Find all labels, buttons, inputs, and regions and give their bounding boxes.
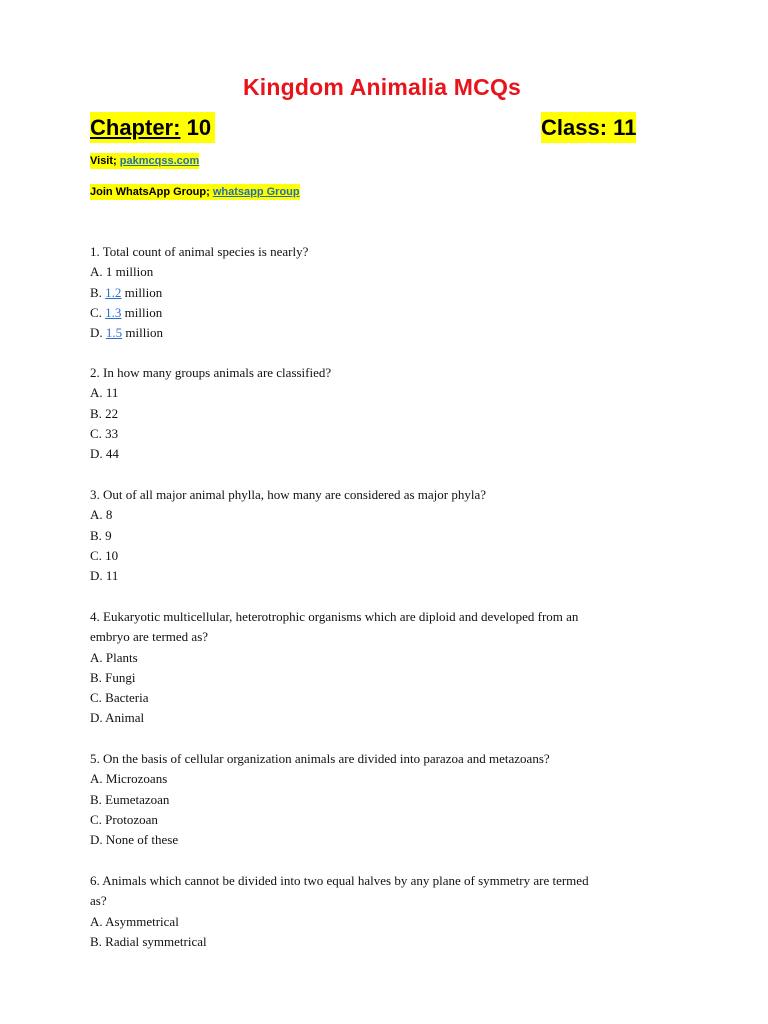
option-c: C. Bacteria <box>90 690 149 706</box>
question-block-2 <box>90 363 690 464</box>
question-block-5 <box>90 749 690 850</box>
value-link[interactable]: 1.5 <box>105 325 123 341</box>
question-block-1 <box>90 242 690 343</box>
question-block-3 <box>90 485 690 586</box>
question-text-continued: as? <box>90 893 107 909</box>
whatsapp-link[interactable]: whatsapp Group <box>212 186 300 198</box>
option-a: A. Microzoans <box>90 771 168 787</box>
option-d: D. 1.5 million <box>90 325 163 341</box>
option-b: B. Eumetazoan <box>90 791 170 807</box>
question-block-6 <box>90 871 690 952</box>
chapter-heading <box>90 112 215 143</box>
option-b: B. 22 <box>90 405 119 421</box>
visit-line <box>90 153 199 169</box>
join-line <box>90 184 300 200</box>
question-text: 2. In how many groups animals are classified? <box>90 365 332 380</box>
option-d: D. 44 <box>90 446 119 462</box>
visit-label: Visit; <box>90 155 117 167</box>
option-a: A. Plants <box>90 649 138 665</box>
question-block-4 <box>90 607 690 729</box>
option-c: C. Protozoan <box>90 811 158 827</box>
question-text: 6. Animals which cannot be divided into two equal halves by any plane of symmetry are termed <box>90 873 589 888</box>
question-text: 5. On the basis of cellular organization animals are divided into parazoa and metazoans? <box>90 751 550 766</box>
option-a: A. 11 <box>90 385 119 401</box>
option-c: C. 33 <box>90 425 119 441</box>
value-link[interactable]: 1.2 <box>105 284 122 300</box>
chapter-label: Chapter: <box>90 115 181 140</box>
option-b: B. Fungi <box>90 669 136 685</box>
question-text: 4. Eukaryotic multicellular, heterotrophic organisms which are diploid and developed from an <box>90 609 579 624</box>
page-title: Kingdom Animalia MCQs <box>242 74 522 100</box>
option-d: D. Animal <box>90 710 145 726</box>
option-a: A. 1 million <box>90 264 154 280</box>
option-b: B. 1.2 million <box>90 284 163 300</box>
value-link[interactable]: 1.3 <box>105 304 122 320</box>
join-label: Join WhatsApp Group; <box>90 186 210 198</box>
chapter-value: 10 <box>186 115 212 140</box>
option-d: D. 11 <box>90 568 119 584</box>
option-a: A. Asymmetrical <box>90 913 179 929</box>
question-text: 3. Out of all major animal phylla, how many are considered as major phyla? <box>90 487 487 502</box>
class-label: Class: <box>541 115 608 140</box>
option-c: C. 10 <box>90 547 119 563</box>
question-text: 1. Total count of animal species is nearly? <box>90 244 309 259</box>
option-d: D. None of these <box>90 832 179 848</box>
question-text-continued: embryo are termed as? <box>90 629 209 645</box>
option-b: B. 9 <box>90 527 112 543</box>
option-a: A. 8 <box>90 507 113 523</box>
class-value: 11 <box>613 115 637 140</box>
visit-link[interactable]: pakmcqss.com <box>119 155 200 167</box>
option-c: C. 1.3 million <box>90 304 163 320</box>
class-heading <box>541 112 636 143</box>
option-b: B. Radial symmetrical <box>90 933 207 949</box>
